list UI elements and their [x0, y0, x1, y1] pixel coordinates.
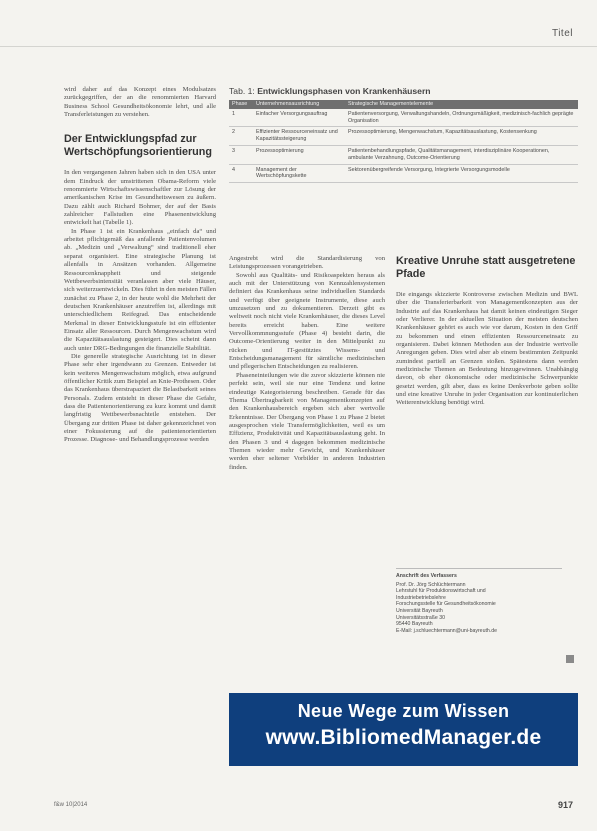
body-paragraph: In Phase 1 ist ein Krankenhaus „einfach da“ und arbeitet pflichtgemäß das anfallende Patientenvolumen ab. „Medizin und „Verwaltung“ sind traditionell eher separat organisiert. Eine strategische Planung ist allenfalls in Ansätzen vorhanden. Allgemeine Ressourcenknappheit und steigende Wettbewerbsintensität veranlassen aber viele Häuser, sich weiterzuentwickeln. Dies führt in den meisten Fällen zunächst zu Phase 2, in der heute wohl die Mehrheit der deutschen Krankenhäuser anzutreffen ist, allerdings mit unterschiedlichem Reifegrad. Das entscheidende Merkmal in dieser Entwicklungsstufe ist ein effizienter Einsatz aller Ressourcen. Durch Mengenwachstum wird die Kapazitätsauslastung gesteigert. Dies scheint dann auch unter DRG-Bedingungen die finanzielle Stabilität. — [64, 227, 216, 352]
table-label: Tab. 1: — [229, 86, 255, 96]
table-header-cell: Strategische Managementelemente — [345, 100, 578, 109]
table-cell-num: 4 — [229, 164, 253, 183]
table-cell-desc: Patientenversorgung, Verwaltungshandeln, Ordnungsmäßigkeit, medizinisch-fachlich geprägte Organisation — [345, 109, 578, 127]
table-cell-phase: Effizienter Ressourceneinsatz und Kapazitätssteigerung — [253, 127, 345, 146]
section-heading-entwicklungspfad: Der Entwicklungspfad zur Wertschöpfungsorientierung — [64, 133, 212, 159]
right-column — [396, 255, 578, 408]
middle-column — [229, 255, 385, 472]
section-heading-kreative-unruhe: Kreative Unruhe statt ausgetretene Pfade — [396, 255, 576, 280]
author-line: Universität Bayreuth — [396, 607, 443, 614]
author-line: Forschungsstelle für Gesundheitsökonomie — [396, 601, 496, 608]
body-paragraph: Die eingangs skizzierte Kontroverse zwischen Medizin und BWL über die Transferierbarkeit von Managementkonzepten aus der Industrie auf das Krankenhaus hat damit keinen eindeutigen Sieger oder Verlierer. In der aktuellen Situation der meisten deutschen Krankenhäuser gehört es auch wie vor darum, Kosten in den Griff zu bekommen und einen effizienten Ressourceneinsatz zu organisieren. Dabei können Methoden aus der Industrie wertvolle Anregungen geben. Dies wird aber ab einem bestimmten Zeitpunkt zumindest partiell an Grenzen stoßen. Spätestens dann werden medizinische Themen an Bedeutung hinzugewinnen. Unabhängig davon, ob eher ökonomische oder medizinische Schwerpunkte gesetzt werden, gilt aber, dass es keine Denkverbote geben sollte und eine kreative Unruhe in jeder Organisation zur kontinuierlichen Weiterentwicklung benötigt wird. — [396, 291, 578, 407]
footer-issue: f&w 10|2014 — [54, 802, 88, 808]
table-row — [229, 164, 578, 183]
body-paragraph: In den vergangenen Jahren haben sich in den USA unter dem Eindruck der umstrittenen Obama-Reform viele renommierte Wirtschaftswissenschaftler zur Lösung der amerikanischen Krise im Gesundheitswesen zu äußern. Dazu zählt auch Richard Bohmer, der auf der Basis zahlreicher Fallstudien eine Phasenentwicklung entwickelt hat (Tabelle 1). — [64, 169, 216, 227]
body-paragraph: Sowohl aus Qualitäts- und Risikoaspekten heraus als auch mit der Unterstützung von Kennzahlensystemen definiert das Krankenhaus seine individuellen Standards und verfügt über geeignete Instrumente, diese auch umzusetzen und zu dokumentieren. Derzeit gibt es weltweit noch nicht viele Krankenhäuser, die dieses Level bereits erreicht haben. Eine weitere Vervollkommnungsstufe (Phase 4) besteht darin, die Outcome-Orientierung weiter in den Mittelpunkt zu rücken und IT-gestütztes Wissens- und Entscheidungsmanagement für sämtliche medizinischen und pflegerischen Entscheidungen zu realisieren. — [229, 271, 385, 371]
table-cell-desc: Patientenbehandlungspfade, Qualitätsmanagement, interdisziplinäre Kooperationen, ambulante Verzahnung, Outcome-Orientierung — [345, 145, 578, 164]
table-cell-num: 3 — [229, 145, 253, 164]
author-line: Prof. Dr. Jörg Schlüchtermann — [396, 581, 466, 588]
table-cell-num: 1 — [229, 109, 253, 127]
table-cell-phase: Prozessoptimierung — [253, 145, 345, 164]
table-cell-desc: Prozessoptimierung, Mengenwachstum, Kapazitätsauslastung, Kostensenkung — [345, 127, 578, 146]
table-row — [229, 127, 578, 146]
article-end-square-icon — [566, 655, 574, 663]
table-caption — [229, 86, 578, 96]
table-row — [229, 145, 578, 164]
author-address-box — [396, 568, 562, 634]
table-row — [229, 109, 578, 127]
table-cell-num: 2 — [229, 127, 253, 146]
page-number: 917 — [557, 800, 573, 810]
author-line: Universitätsstraße 30 — [396, 614, 446, 621]
left-column — [64, 86, 216, 445]
author-line: Industriebetriebslehre — [396, 594, 446, 601]
table-header-cell: Unternehmensausrichtung — [253, 100, 345, 109]
table-header-cell: Phase — [229, 100, 253, 109]
table-phases — [229, 86, 578, 183]
running-header-title: Titel — [551, 28, 573, 39]
table-header-row — [229, 100, 578, 109]
table-cell-desc: Sektorenübergreifende Versorgung, Integrierte Versorgungsmodelle — [345, 164, 578, 183]
author-heading: Anschrift des Verfassers — [396, 573, 457, 579]
body-paragraph: Phaseneinteilungen wie die zuvor skizzierte können nie perfekt sein, weil sie nur eine Tendenz und keine eindeutige Kategorisierung beschreiben. Gerade für das Thema Übertragbarkeit von Managementkonzepten auf den Krankenhausbereich ergeben sich aber wertvolle Erkenntnisse. Der Übergang von Phase 1 zu Phase 2 bietet ausgesprochen viele Transfermöglichkeiten, weil es um Effizienz, Produktivität und Kapazitätsauslastung geht. In den Phasen 3 und 4 dagegen bekommen medizinische Themen wieder mehr Gewicht, und Krankenhäuser werden eher seltener Vorbilder in anderen Industrien finden. — [229, 371, 385, 471]
ad-headline: Neue Wege zum Wissen — [297, 701, 510, 721]
body-paragraph: Die generelle strategische Ausrichtung ist in dieser Phase sehr eher irgendwann zu Grenzen. Entweder ist kein weiteres Mengenwachstum möglich, etwa aufgrund öffentlicher Kritik zum Beispiel an Knie-Prothesen. Oder das Krankenhaus überstrapaziert die Belastbarkeit seines Personals. Zudem entsteht in dieser Phase die Gefahr, dass die Patientenorientierung zu kurz kommt und damit langfristig Wettbewerbsnachteile entstehen. Der Übergang zur dritten Phase ist daher gekennzeichnet von einer Fokussierung auf die patientenorientierten Prozesse. Diagnose- und Behandlungsprozesse werden — [64, 352, 216, 444]
author-line: Lehrstuhl für Produktionswirtschaft und — [396, 588, 486, 595]
author-line: 95440 Bayreuth — [396, 621, 433, 628]
left-intro-paragraph: wird daher auf das Konzept eines Modulsatzes zurückgegriffen, der an die renommierten Harvard Business School Gesundheitsökonomie lehrt, und alle Transferleistungen zu verstehen. — [64, 86, 216, 119]
body-paragraph: Angestrebt wird die Standardisierung von Leistungsprozessen vorangetrieben. — [229, 255, 385, 271]
ad-url[interactable]: www.BibliomedManager.de — [265, 726, 542, 749]
ad-banner[interactable] — [229, 693, 578, 766]
table-title: Entwicklungsphasen von Krankenhäusern — [257, 86, 431, 96]
phases-table — [229, 100, 578, 183]
table-cell-phase: Einfacher Versorgungsauftrag — [253, 109, 345, 127]
author-line: E-Mail: j.schluechtermann@uni-bayreuth.de — [396, 627, 497, 634]
table-cell-phase: Management der Wertschöpfungskette — [253, 164, 345, 183]
header-divider — [0, 46, 597, 47]
